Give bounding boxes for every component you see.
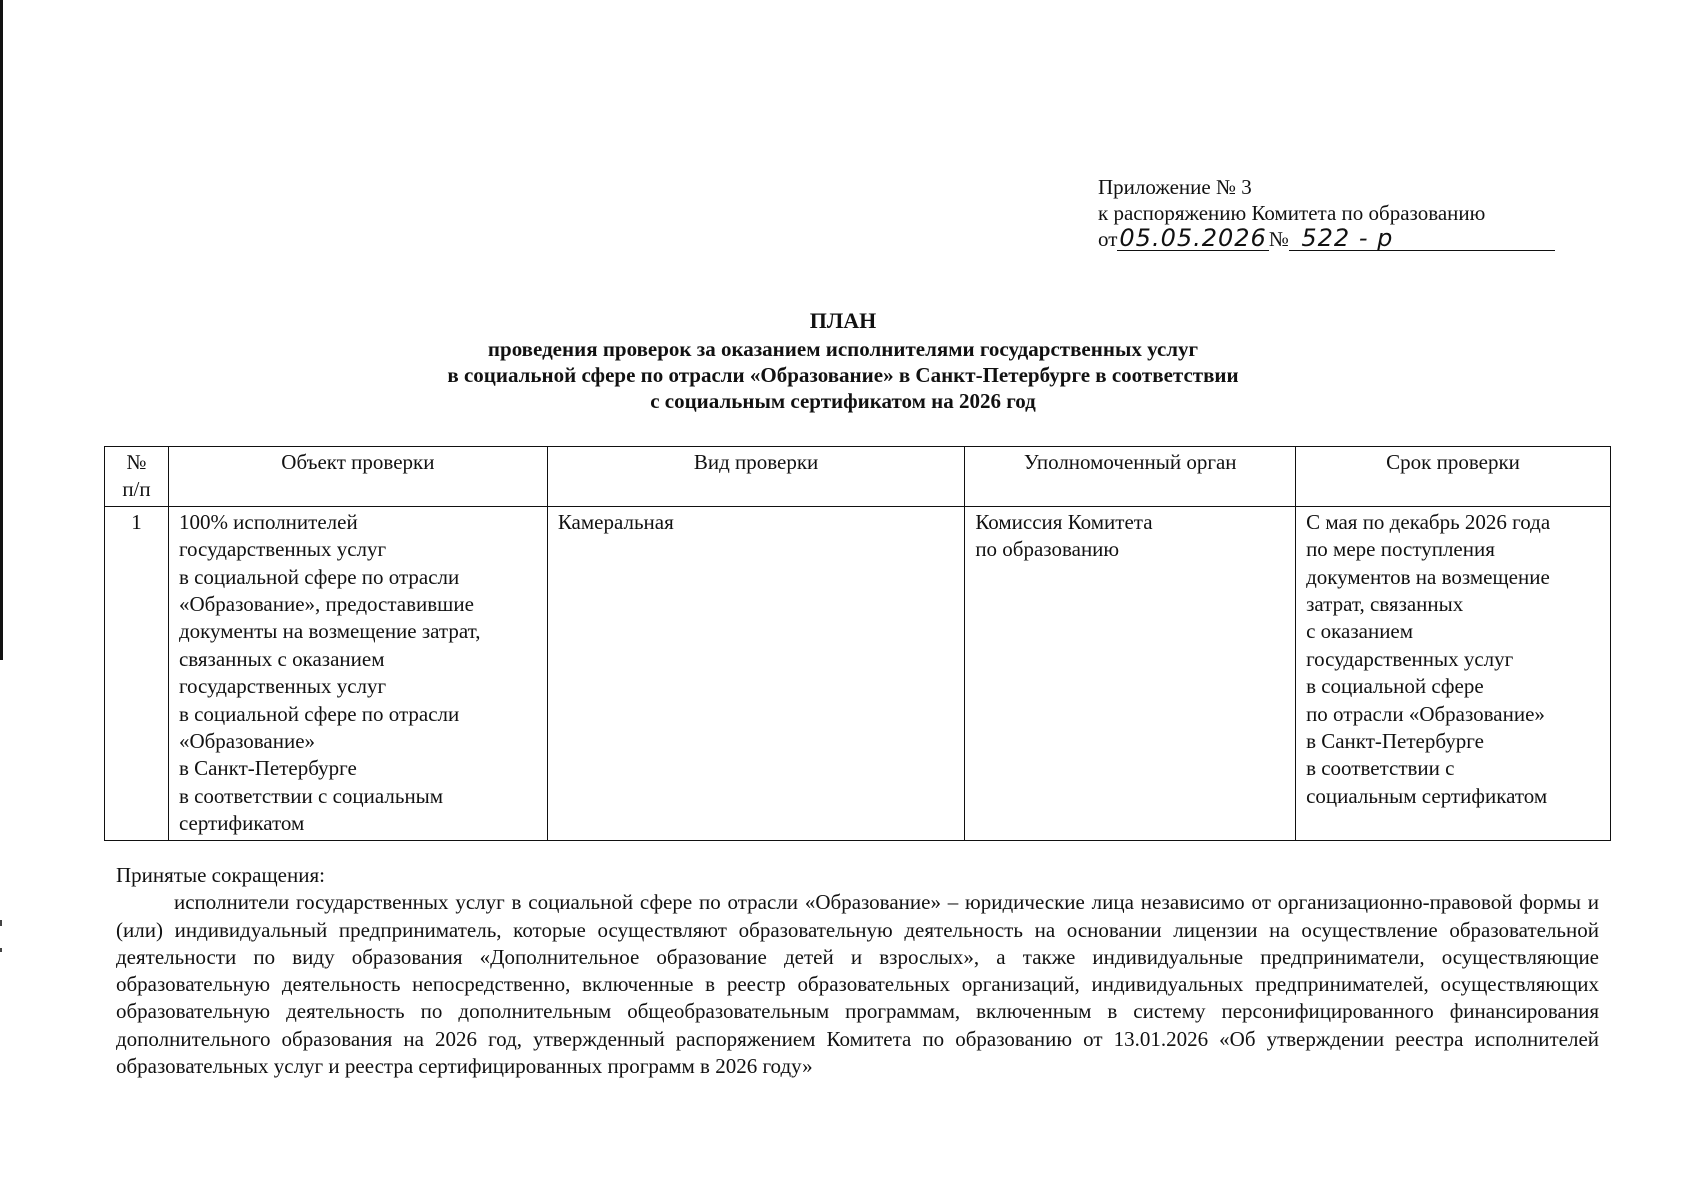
row-type: Камеральная: [547, 506, 964, 840]
abbreviations-text: исполнители государственных услуг в социальной сфере по отрасли «Образование» – юридические лица независимо от организационно-правовой формы и (или) индивидуальный предприниматель, которые осуществляют образовательную деятельность на основании лицензии на осуществление образовательной деятельности по виду образования «Дополнительное образование детей и взрослых», а также индивидуальные предприниматели, осуществляющие образовательную деятельность непосредственно, включенные в реестр образовательных организаций, индивидуальных предпринимателей, осуществляющих образовательную деятельность по дополнительным общеобразовательным программам, включенным в систему персонифицированного финансирования дополнительного образования на 2026 год, утвержденный распоряжением Комитета по образованию от 13.01.2026 «Об утверждении реестра исполнителей образовательных услуг и реестра сертифицированных программ в 2026 году»: [116, 890, 1599, 1079]
header-num: № п/п: [105, 447, 169, 507]
row-deadline: С мая по декабрь 2026 года по мере поступления документов на возмещение затрат, связанных с оказанием государственных услуг в социальной сфере по отрасли «Образование» в Санкт-Петербурге в соответствии с социальным сертификатом: [1296, 506, 1611, 840]
abbreviations-title: Принятые сокращения:: [116, 863, 325, 887]
table-header-row: [105, 447, 1611, 507]
number-sign: №: [1268, 227, 1289, 251]
row-object: 100% исполнителей государственных услуг в социальной сфере по отрасли «Образование», предоставившие документы на возмещение затрат, связанных с оказанием государственных услуг в социальной сфере по отрасли «Образование» в Санкт-Петербурге в соответствии с социальным сертификатом: [168, 506, 547, 840]
inspection-plan-table: [104, 446, 1611, 841]
title-main: ПЛАН: [809, 308, 877, 333]
handwritten-date: 05.05.2026: [1119, 224, 1267, 252]
table-row: [105, 506, 1611, 840]
title-line: проведения проверок за оказанием исполнителями государственных услуг: [487, 337, 1199, 361]
appendix-header: [1098, 174, 1555, 252]
row-num: 1: [105, 506, 169, 840]
header-deadline: Срок проверки: [1296, 447, 1611, 507]
appendix-from-label: от: [1098, 227, 1118, 251]
title-line: в социальной сфере по отрасли «Образование» в Санкт-Петербурге в соответствии: [447, 363, 1239, 387]
row-authority: Комиссия Комитета по образованию: [965, 506, 1296, 840]
abbreviations-section: [116, 862, 1599, 1080]
appendix-order-ref: к распоряжению Комитета по образованию: [1098, 201, 1486, 225]
appendix-date-number-line: [1098, 226, 1555, 252]
scan-edge-mark: [0, 948, 2, 952]
handwritten-number: 522 - р: [1289, 227, 1555, 251]
document-title: [0, 308, 1686, 414]
header-authority: Уполномоченный орган: [965, 447, 1296, 507]
appendix-number: Приложение № 3: [1098, 175, 1252, 199]
scan-edge-mark: [0, 920, 2, 926]
header-type: Вид проверки: [547, 447, 964, 507]
header-object: Объект проверки: [168, 447, 547, 507]
title-line: с социальным сертификатом на 2026 год: [650, 389, 1036, 413]
